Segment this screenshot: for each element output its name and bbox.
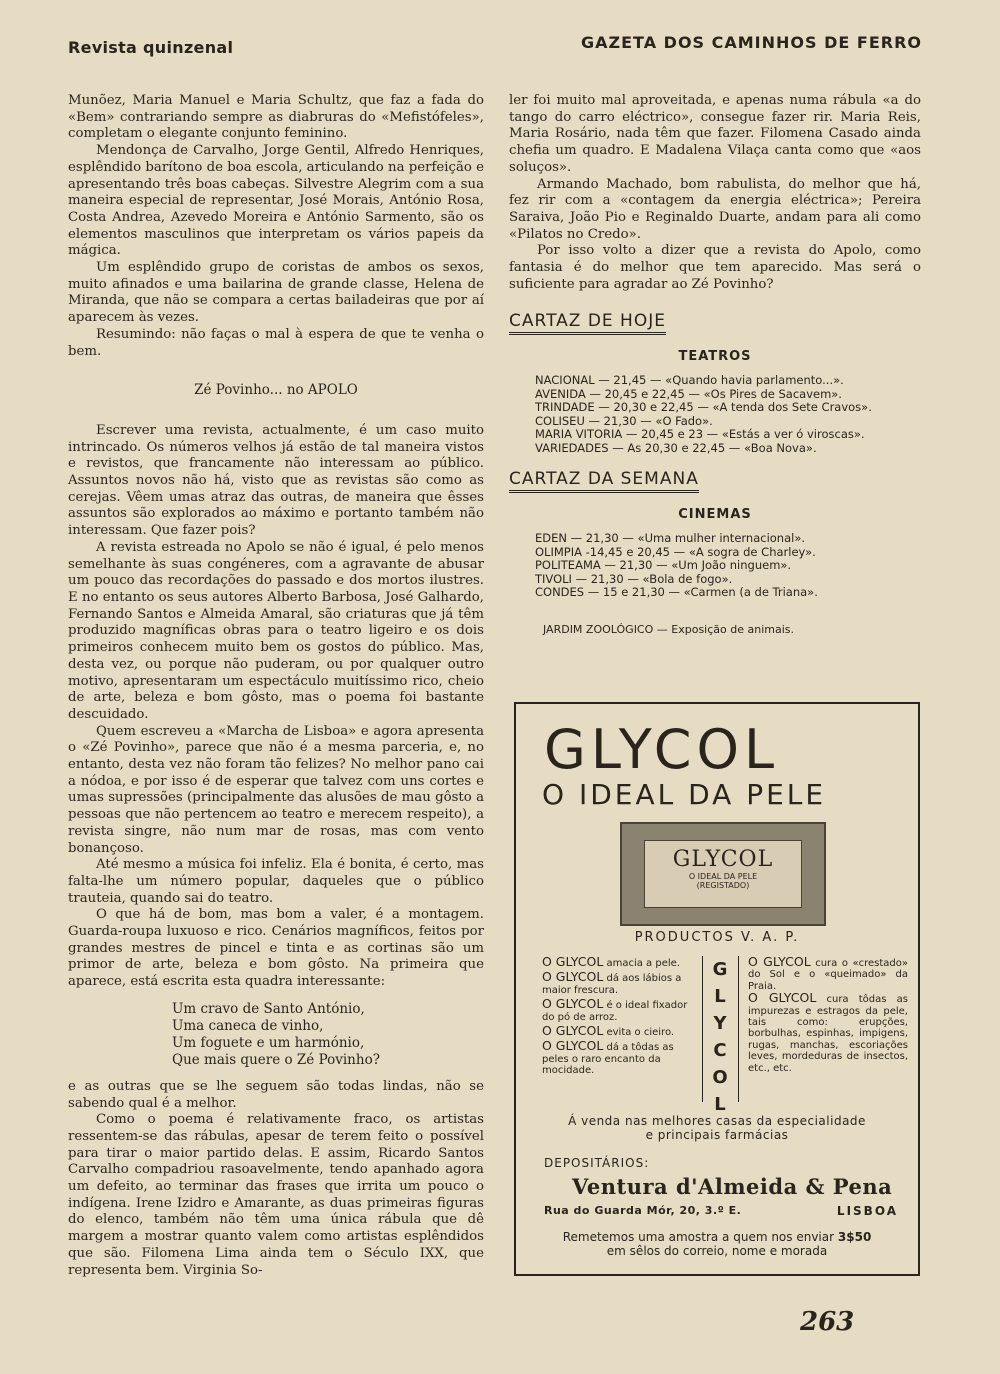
- paragraph: Resumindo: não faças o mal à espera de que te venha o bem.: [68, 326, 484, 359]
- listing-item: MARIA VITORIA — 20,45 e 23 — «Estás a ver ó viroscas».: [535, 427, 865, 442]
- ad-depositarios: DEPOSITÁRIOS:: [544, 1156, 650, 1170]
- verse-line: Um foguete e um harmónio,: [172, 1034, 365, 1051]
- ad-sample-offer: Remetemos uma amostra a quem nos enviar 3$50 em sêlos do correio, nome e morada: [562, 1230, 872, 1258]
- verse: [172, 1001, 484, 1069]
- benefit-item: O GLYCOL dá a tôdas as peles o raro encanto da mocidade.: [542, 1038, 674, 1077]
- listing-item: EDEN — 21,30 — «Uma mulher internacional».: [535, 531, 806, 546]
- section-title: Zé Povinho... no APOLO: [194, 382, 358, 399]
- paragraph: A revista estreada no Apolo se não é igual, é pelo menos semelhante às suas congéneres, com a agravante de abusar um pouco das recordações do passado e dos mortos ilustres. E no entanto os seus autores Alberto Barbosa, José Galhardo, Fernando Santos e Almeida Amaral, são criaturas que já têm produzido magníficas obras para o teatro ligeiro e os dois primeiros conhecem muito bem os gostos do público. Mas, desta vez, ou porque não puderam, ou por qualquer outro motivo, apresentaram um espectáculo muitíssimo rico, cheio de arte, beleza e bom gôsto, mas o poema foi bastante descuidado.: [68, 539, 484, 722]
- teatros-title: TEATROS: [678, 349, 752, 365]
- verse-line: Que mais quere o Zé Povinho?: [172, 1051, 380, 1068]
- paragraph: Até mesmo a música foi infeliz. Ela é bonita, é certo, mas falta-lhe um número popular, daqueles que o público trauteia, quando sai do teatro.: [68, 857, 484, 906]
- teatros-list: [509, 374, 921, 455]
- glycol-advertisement: [514, 702, 920, 1276]
- cartaz-hoje-title: CARTAZ DE HOJE: [509, 311, 666, 335]
- listing-item: OLIMPIA -14,45 e 20,45 — «A sogra de Charley».: [535, 544, 816, 559]
- listing-item: COLISEU — 21,30 — «O Fado».: [535, 413, 713, 428]
- paragraph: e as outras que se lhe seguem são todas lindas, não se sabendo qual é a melhor.: [68, 1078, 484, 1111]
- benefit-item: O GLYCOL é o ideal fixador do pó de arroz.: [542, 996, 688, 1023]
- right-column: [509, 93, 921, 639]
- listing-item: CONDES — 15 e 21,30 — «Carmen (a de Triana».: [535, 585, 818, 600]
- left-column: [68, 93, 484, 1279]
- ad-address: Rua do Guarda Mór, 20, 3.º E.: [544, 1204, 742, 1217]
- product-label-image: [620, 822, 826, 926]
- ad-sale-info: Á venda nas melhores casas da especialidade e principais farmácias: [568, 1114, 866, 1142]
- benefit-item: O GLYCOL evita o cieiro.: [542, 1023, 675, 1039]
- ad-producers: PRODUCTOS V. A. P.: [634, 930, 800, 945]
- cinemas-list: [509, 532, 921, 600]
- listing-item: POLITEAMA — 21,30 — «Um João ninguem».: [535, 558, 792, 573]
- header-left: Revista quinzenal: [68, 38, 234, 57]
- paragraph: Escrever uma revista, actualmente, é um caso muito intrincado. Os números velhos já estão de tal maneira vistos e revistos, que francamente não interessam ao público. Assuntos novos não há, visto que as revistas são como as cerejas. Vêem umas atraz das outras, de maneira que êsses assuntos são explorados ao máximo e portanto também não interessam. Que fazer pois?: [68, 422, 484, 539]
- label-brand: GLYCOL: [672, 847, 774, 872]
- paragraph: O que há de bom, mas bom a valer, é a montagem. Guarda-roupa luxuoso e rico. Cenários magníficos, feitos por grandes mestres de pincel e tinta e as cortinas são um primor de arte, beleza e bom gôsto. Na primeira que aparece, está escrita esta quadra interessante:: [68, 907, 484, 990]
- ad-tagline: O IDEAL DA PELE: [542, 778, 827, 811]
- label-subtitle: O IDEAL DA PELE: [688, 872, 758, 881]
- ad-city: LISBOA: [836, 1204, 898, 1218]
- ad-benefits-left: [542, 956, 698, 1079]
- divider: [702, 956, 703, 1102]
- benefit-item: O GLYCOL dá aos lábios a maior frescura.: [542, 969, 682, 996]
- header-right: GAZETA DOS CAMINHOS DE FERRO: [580, 33, 922, 52]
- benefit-item: O GLYCOL amacia a pele.: [542, 954, 680, 969]
- paragraph: Como o poema é relativamente fraco, os artistas ressentem-se das rábulas, apesar de terem feito o possível para tirar o maior partido delas. E assim, Ricardo Santos Carvalho compadriou rasoavelmente, tendo apanhado agora um defeito, ao terminar das frases que irrita um pouco o indígena. Irene Izidro e Amarante, as duas primeiras figuras do elenco, também não têm uma única rábula que dê margem a mostrar quanto valem como artistas esplêndidos que são. Filomena Lima ainda tem o Século IXX, que representa bem. Virginia So-: [68, 1112, 484, 1278]
- paragraph: Munõez, Maria Manuel e Maria Schultz, que faz a fada do «Bem» contrariando sempre as diabruras do «Mefistófeles», completam o elegante conjunto feminino.: [68, 93, 484, 142]
- label-registered: (REGISTADO): [696, 881, 750, 890]
- verse-line: Um cravo de Santo António,: [172, 1000, 365, 1017]
- paragraph: Um esplêndido grupo de coristas de ambos os sexos, muito afinados e uma bailarina de grande classe, Helena de Miranda, que não se compara a certas bailadeiras que por aí aparecem às vezes.: [68, 260, 484, 326]
- ad-benefits-right: [748, 956, 908, 1074]
- listing-item: VARIEDADES — As 20,30 e 22,45 — «Boa Nova».: [535, 440, 817, 455]
- benefit-item: O GLYCOL cura o «crestado» do Sol e o «queimado» da Praia.: [748, 954, 908, 992]
- cinemas-title: CINEMAS: [678, 507, 752, 523]
- listing-item: AVENIDA — 20,45 e 22,45 — «Os Pires de Sacavem».: [535, 386, 842, 401]
- paragraph: Armando Machado, bom rabulista, do melhor que há, fez rir com a «contagem da energia eléctrica»; Pereira Saraiva, João Pio e Reginaldo Duarte, andam para ali como «Pilatos no Credo».: [509, 176, 921, 242]
- listing-item: TIVOLI — 21,30 — «Bola de fogo».: [535, 571, 733, 586]
- paragraph: Por isso volto a dizer que a revista do Apolo, como fantasia é do melhor que tem aparecido. Mas será o suficiente para agradar ao Zé Povinho?: [509, 243, 921, 292]
- verse-line: Uma caneca de vinho,: [172, 1017, 324, 1034]
- vertical-brand: G L Y C O L: [712, 959, 728, 1115]
- cartaz-semana-title: CARTAZ DA SEMANA: [509, 469, 699, 493]
- paragraph: ler foi muito mal aproveitada, e apenas numa rábula «a do tango do carro eléctrico», consegue fazer rir. Maria Reis, Maria Rosário, nada têm que fazer. Filomena Casado ainda chefia um quadro. E Madalena Vilaça canta como que «aos soluços».: [509, 93, 921, 175]
- paragraph: Mendonça de Carvalho, Jorge Gentil, Alfredo Henriques, esplêndido barítono de boa escola, articulando na perfeição e apresentando três boas cabeças. Silvestre Alegrim com a sua maneira especial de representar, José Morais, António Rosa, Costa Andrea, Azevedo Moreira e António Sarmento, são os elementos masculinos que interpretam os vários papeis da mágica.: [68, 143, 485, 259]
- ad-firm-name: Ventura d'Almeida & Pena: [572, 1174, 893, 1199]
- page-number: 263: [800, 1307, 855, 1337]
- paragraph: Quem escreveu a «Marcha de Lisboa» e agora apresenta o «Zé Povinho», parece que não é a mesma parceria, e, no entanto, desta vez não foram tão felizes? No melhor pano cai a nódoa, e por isso é de esperar que talvez com uns cortes e umas supressões (principalmente das alusões de mau gôsto a pessoas que não pertencem ao teatro e merecem respeito), a revista singre, não num mar de rosas, mas com vento bonançoso.: [68, 723, 484, 856]
- divider: [738, 956, 739, 1102]
- benefit-item: O GLYCOL cura tôdas as impurezas e estragos da pele, tais como: erupções, borbulhas, espinhas, impigens, rugas, manchas, escoriações leves, mordeduras de insectos, etc., etc.: [748, 990, 908, 1074]
- listing-item: NACIONAL — 21,45 — «Quando havia parlamento...».: [535, 373, 844, 388]
- zoo-listing: JARDIM ZOOLÓGICO — Exposição de animais.: [543, 622, 794, 636]
- listing-item: TRINDADE — 20,30 e 22,45 — «A tenda dos Sete Cravos».: [535, 400, 872, 415]
- ad-brand: GLYCOL: [544, 718, 780, 781]
